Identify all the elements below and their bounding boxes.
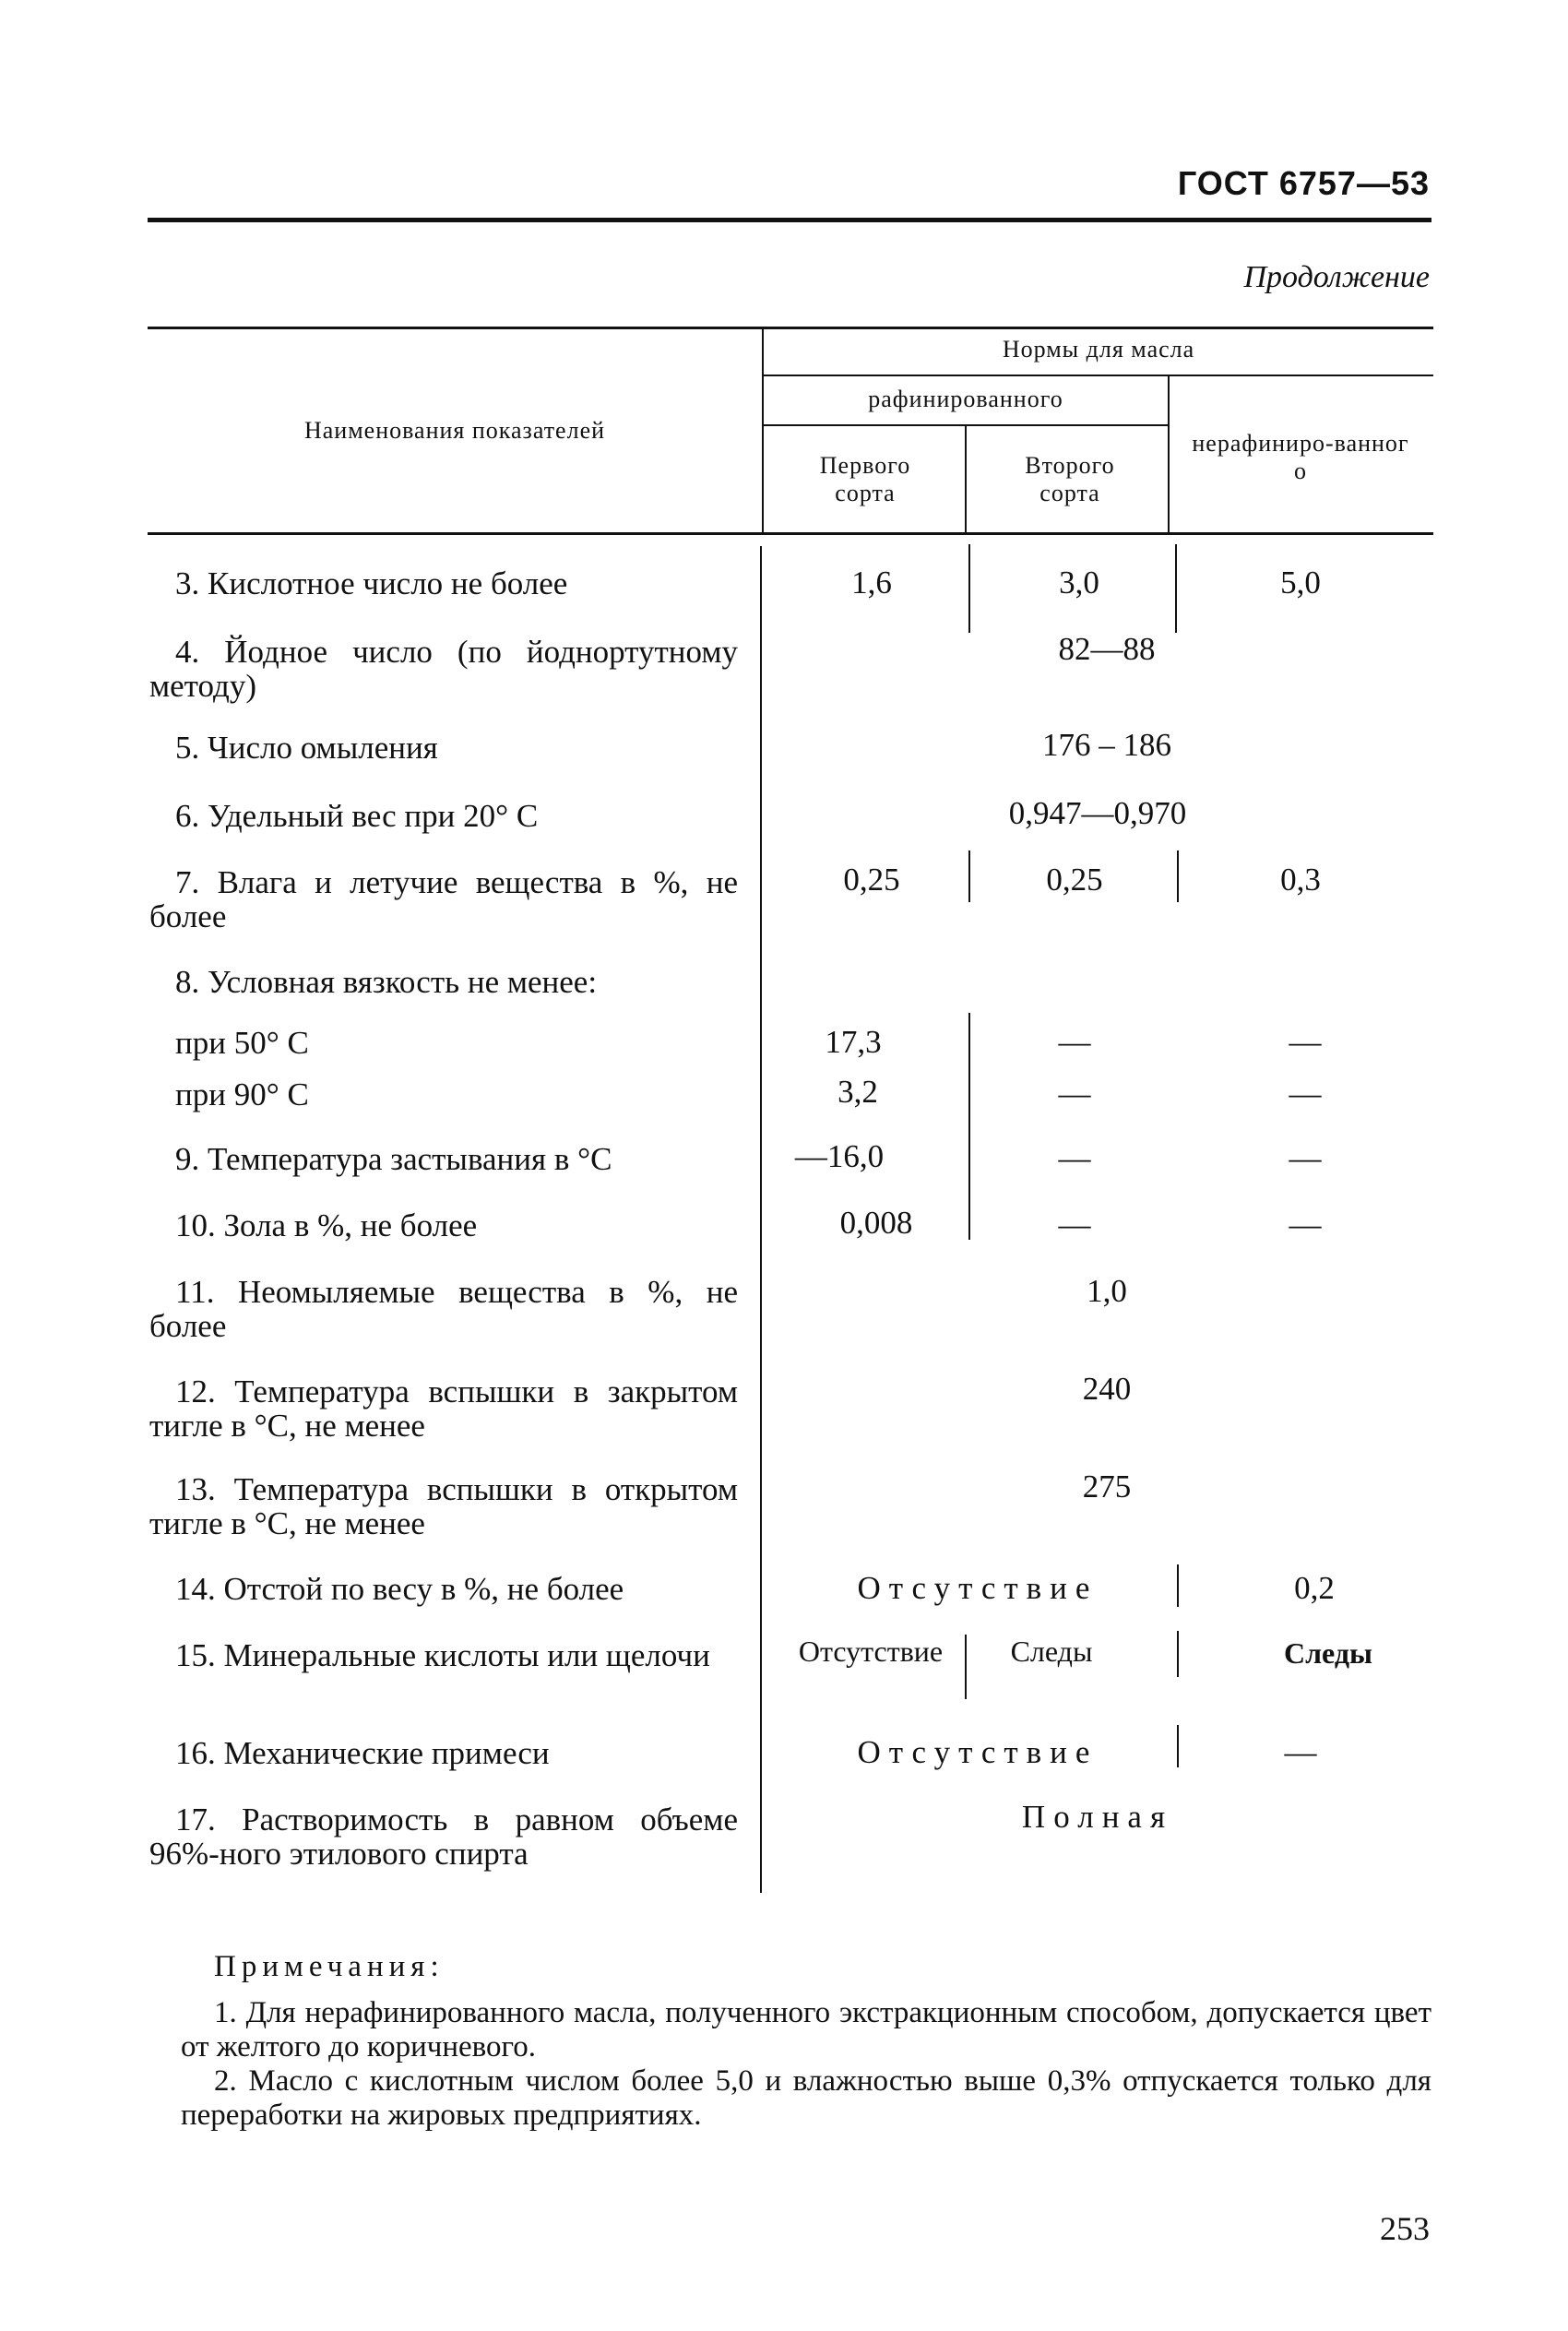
header-divider-grades: [965, 426, 967, 533]
row10-unrefined-value: —: [1289, 1207, 1322, 1243]
row-label-6: 6. Удельный вес при 20° С: [175, 798, 539, 834]
notes-title: Примечания:: [214, 1950, 445, 1983]
row-label-11: 11. Неомыляемые вещества в %, не более: [149, 1274, 738, 1344]
row14-refined-value: Отсутствие: [857, 1570, 1099, 1606]
note-2: 2. Масло с кислотным числом более 5,0 и влажностью выше 0,3% отпускается только для переработки на жировых предприятиях.: [181, 2064, 1431, 2132]
row-label-9: 9. Температура застывания в °С: [175, 1141, 612, 1177]
row-label-14: 14. Отстой по весу в %, не более: [175, 1571, 624, 1607]
row-label-13: 13. Температура вспышки в открытом тигле в °С, не менее: [149, 1471, 738, 1541]
row8b-unrefined-value: —: [1289, 1076, 1322, 1112]
row8a-grade1-value: 17,3: [825, 1024, 882, 1060]
row16-unrefined-value: —: [1284, 1734, 1317, 1770]
row8a-unrefined-value: —: [1289, 1024, 1322, 1060]
row3-grade2-value: 3,0: [1059, 565, 1099, 601]
row7-grade1-value: 0,25: [843, 862, 900, 898]
row11-common-value: 1,0: [1087, 1273, 1127, 1309]
row-label-5: 5. Число омыления: [175, 730, 438, 766]
continued-label: Продолжение: [1243, 260, 1430, 294]
row-label-12: 12. Температура вспышки в закрытом тигле в °С, не менее: [149, 1374, 738, 1444]
row7-divider-a: [968, 850, 970, 902]
row-label-8a: при 50° С: [175, 1025, 309, 1061]
row3-divider-a: [968, 544, 970, 633]
row3-divider-b: [1175, 544, 1177, 633]
row16-divider: [1177, 1725, 1179, 1767]
row9-grade1-value: —16,0: [794, 1138, 885, 1174]
row-label-17: 17. Растворимость в равном объеме 96%-ного этилового спирта: [149, 1802, 738, 1872]
note-1: 1. Для нерафинированного масла, полученного экстракционным способом, допускается цвет от желтого до коричневого.: [181, 1996, 1431, 2063]
unrefined-header: нерафиниро-ванного: [1192, 430, 1409, 484]
row12-common-value: 240: [1082, 1371, 1132, 1407]
row-label-4: 4. Йодное число (по йоднортутному методу): [149, 634, 738, 704]
row-label-8b: при 90° С: [175, 1076, 309, 1112]
row15-grade2-value: Следы: [1010, 1635, 1093, 1668]
row7-divider-b: [1177, 850, 1179, 902]
row8a-grade2-value: —: [1058, 1024, 1091, 1060]
row17-common-value: Полная: [1021, 1799, 1174, 1835]
row15-divider-b: [1177, 1631, 1179, 1677]
row7-grade2-value: 0,25: [1046, 862, 1103, 898]
indicator-column-header: Наименования показателей: [303, 417, 606, 444]
table-top-rule: [148, 327, 1433, 329]
norms-underline: [762, 375, 1433, 376]
row5-common-value: 176 – 186: [1042, 727, 1171, 763]
header-divider-unrefined: [1168, 376, 1170, 533]
row14-unrefined-value: 0,2: [1294, 1570, 1335, 1606]
table-header-bottom-rule: [148, 532, 1433, 535]
row15-grade1-value: Отсутствие: [798, 1635, 944, 1668]
row8b-grade2-value: —: [1058, 1076, 1091, 1112]
row-label-10: 10. Зола в %, не более: [175, 1207, 478, 1243]
row16-refined-value: Отсутствие: [857, 1734, 1099, 1770]
row10-grade2-value: —: [1058, 1207, 1091, 1243]
row-label-7: 7. Влага и летучие вещества в %, не более: [149, 864, 738, 934]
row13-common-value: 275: [1082, 1469, 1132, 1504]
row15-divider-a: [965, 1635, 967, 1699]
row-label-15: 15. Минеральные кислоты или щелочи: [175, 1637, 710, 1673]
page-number: 253: [1380, 2210, 1430, 2247]
header-rule: [148, 218, 1431, 222]
row8-divider: [968, 1013, 970, 1240]
refined-header: рафинированного: [868, 386, 1063, 412]
document-code: ГОСТ 6757—53: [1177, 164, 1430, 202]
row14-divider: [1177, 1564, 1179, 1607]
row9-grade2-value: —: [1058, 1140, 1091, 1176]
body-divider-indicator: [760, 546, 762, 1893]
row-label-16: 16. Механические примеси: [175, 1735, 550, 1771]
grade1-header: Первого сорта: [819, 452, 911, 506]
row9-unrefined-value: —: [1289, 1140, 1322, 1176]
norms-header: Нормы для масла: [1002, 336, 1195, 363]
row-label-8: 8. Условная вязкость не менее:: [175, 964, 598, 1000]
row3-grade1-value: 1,6: [851, 565, 892, 601]
row15-unrefined-value: Следы: [1283, 1636, 1372, 1670]
row8b-grade1-value: 3,2: [837, 1074, 878, 1110]
grade2-header: Второго сорта: [1025, 452, 1115, 506]
row3-unrefined-value: 5,0: [1280, 565, 1321, 601]
row-label-3: 3. Кислотное число не более: [175, 565, 568, 601]
row10-grade1-value: 0,008: [839, 1205, 913, 1241]
row7-unrefined-value: 0,3: [1280, 862, 1321, 898]
row6-common-value: 0,947—0,970: [1008, 795, 1187, 831]
row4-common-value: 82—88: [1058, 631, 1156, 667]
